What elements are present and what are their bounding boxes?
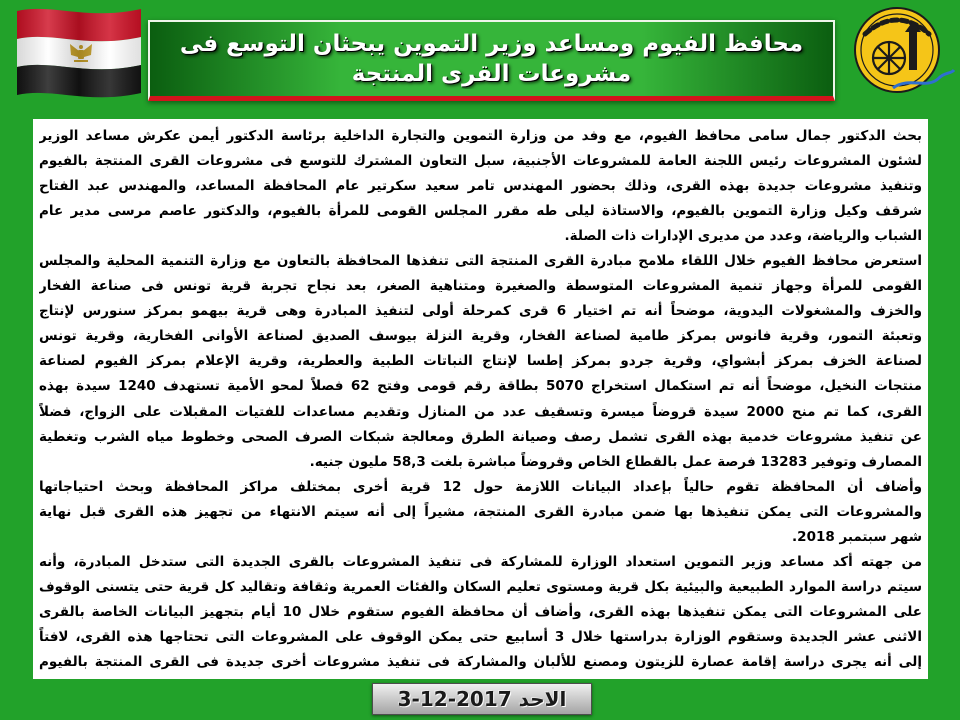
article-line [39, 525, 922, 549]
article-line-text: القومى للمرأة وجهاز تنمية المشروعات المتوسطة والصغيرة ومتناهية الصغر، بعد نجاح تجربة قرية تونس فى صناعة الفخار [39, 278, 922, 295]
headline-line [162, 59, 821, 89]
article-line-text: وأضاف أن المحافظة تقوم حالياً بإعداد البيانات اللازمة حول 12 قرية أخرى بمختلف مراكز المحافظة وبحث احتياجاتها [39, 478, 922, 495]
article-line [39, 199, 922, 223]
article-line [39, 650, 922, 674]
egypt-flag-icon [17, 3, 143, 101]
article-line-text: وتنفيذ مشروعات جديدة بهذه القرى، وذلك بحضور المهندس تامر سعيد سكرتير عام المحافظة المساعد، والمهندس عبد الفتاح [39, 178, 922, 195]
article-line [39, 299, 922, 323]
article-line [39, 475, 922, 499]
article-line-text: شرقف وكيل وزارة التموين بالفيوم، والاستاذة ليلى طه مقرر المجلس القومى للمرأة بالفيوم، والدكتور عاصم مرسى مدير عام [39, 203, 922, 220]
article-line [39, 249, 922, 273]
article-line-text: والخزف والمشغولات اليدوية، موضحاً أنه تم اختيار 6 قرى كمرحلة أولى لتنفيذ المبادرة وهى قرية بيهمو بمركز سنورس لإنتاج [39, 303, 922, 320]
article-line [39, 374, 922, 398]
article-line [39, 274, 922, 298]
article-line-text: وتعبئة التمور، وقرية فانوس بمركز طامية لصناعة الفخار، وقرية النزلة بيوسف الصديق لصناعة الأوانى الفخارية، وقرية تونس [39, 328, 922, 345]
date-badge [372, 683, 592, 715]
article-line [39, 625, 922, 649]
article-line [39, 575, 922, 599]
article-line [39, 550, 922, 574]
article-line-text: إلى أنه يجرى دراسة إقامة عصارة للزيتون ومصنع للألبان والمشاركة فى تنفيذ مشروعات أخرى جديدة فى القرى المنتجة بالفيوم [39, 653, 922, 670]
article-line-text: الشباب والرياضة، وعدد من مديرى الإدارات ذات الصلة. [564, 228, 922, 245]
publish-date: الاحد 2017-12-3 [397, 687, 567, 711]
article-line [39, 450, 922, 474]
article-line-text: شهر سبتمبر 2018. [792, 528, 922, 545]
headline-banner [148, 20, 835, 101]
article-line [39, 224, 922, 248]
article-line-text: لشئون المشروعات رئيس اللجنة العامة للمشروعات الأجنبية، سبل التعاون المشترك للتوسع فى مشروعات القرى المنتجة بالفيوم [39, 153, 922, 170]
flag-shading [17, 9, 141, 97]
article-line-text: القرى، كما تم منح 2000 سيدة قروضاً ميسرة وتسقيف عدد من المنازل وتقديم مساعدات للفتيات المقبلات على الزواج، فضلاً [39, 403, 922, 420]
article-line-text: سيتم دراسة الموارد الطبيعية والبيئية بكل قرية ومستوى تعليم السكان والفئات العمرية وثقافة وتقاليد كل قرية حتى يتسنى الوقوف [39, 578, 922, 595]
article-line-text: منتجات النخيل، موضحاً أنه تم استكمال استخراج 5070 بطاقة رقم قومى وفتح 62 فصلاً لمحو الأمية تستهدف 1240 سيدة بهذه [39, 378, 922, 395]
article-line-text: لصناعة الخزف بمركز أبشواي، وقرية جردو بمركز إطسا لإنتاج النباتات الطبية والعطرية، وقرية الإعلام بمركز الفيوم لصناعة [39, 353, 922, 370]
article-line [39, 174, 922, 198]
article-line-text: استعرض محافظ الفيوم خلال اللقاء ملامح مبادرة القرى المنتجة التى تنفذها المحافظة بالتعاون مع وزارة التنمية المحلية والمجلس [39, 253, 922, 270]
article-line [39, 324, 922, 348]
article-line [39, 400, 922, 424]
article-line [39, 149, 922, 173]
article-line [39, 349, 922, 373]
article-line-text: والمشروعات التى يمكن تنفيذها بها ضمن مبادرة القرى المنتجة، مشيراً إلى أنه سيتم الانتهاء من تجهيز هذه القرى قبل نهاية [39, 503, 922, 520]
governorate-logo-icon [843, 4, 955, 96]
article-line [39, 600, 922, 624]
article-line [39, 425, 922, 449]
headline-text: محافظ الفيوم ومساعد وزير التموين يبحثان التوسع فى [179, 31, 804, 57]
water-wheel-icon [873, 42, 905, 74]
article-line-text: بحث الدكتور جمال سامى محافظ الفيوم، مع وفد من وزارة التموين والتجارة الداخلية برئاسة الدكتور أيمن عكرش مساعد الوزير [39, 128, 922, 144]
article-line-text: من جهته أكد مساعد وزير التموين استعداد الوزارة للمشاركة فى تنفيذ المشروعات بالقرى الجديدة التى ستدخل المبادرة، وأنه [39, 553, 922, 570]
article-line-text: على المشروعات التى يمكن تنفيذها بهذه القرى، وأضاف أن محافظة الفيوم ستقوم خلال 10 أيام بتجهيز البيانات الخاصة بالقرى [39, 603, 922, 620]
article-line-text: المصارف وتوفير 13283 فرصة عمل بالقطاع الخاص وقروضاً مباشرة بلغت 58,3 مليون جنيه. [309, 453, 922, 470]
headline-text: مشروعات القرى المنتجة [351, 61, 632, 87]
headline-line [162, 29, 821, 59]
article-line-text: الاثنى عشر الجديدة وستقوم الوزارة بدراستها خلال 3 أسابيع حتى يمكن الوقوف على المشروعات التى تحتاجها هذه القرى، لافتاً [39, 628, 922, 645]
article-line [39, 500, 922, 524]
article-body [33, 119, 928, 679]
article-line-text: عن تنفيذ مشروعات خدمية بهذه القرى تشمل رصف وصيانة الطرق ومعالجة شبكات الصرف الصحى وخطوط مياه الشرب وتغطية [39, 428, 922, 445]
article-line [39, 124, 922, 148]
